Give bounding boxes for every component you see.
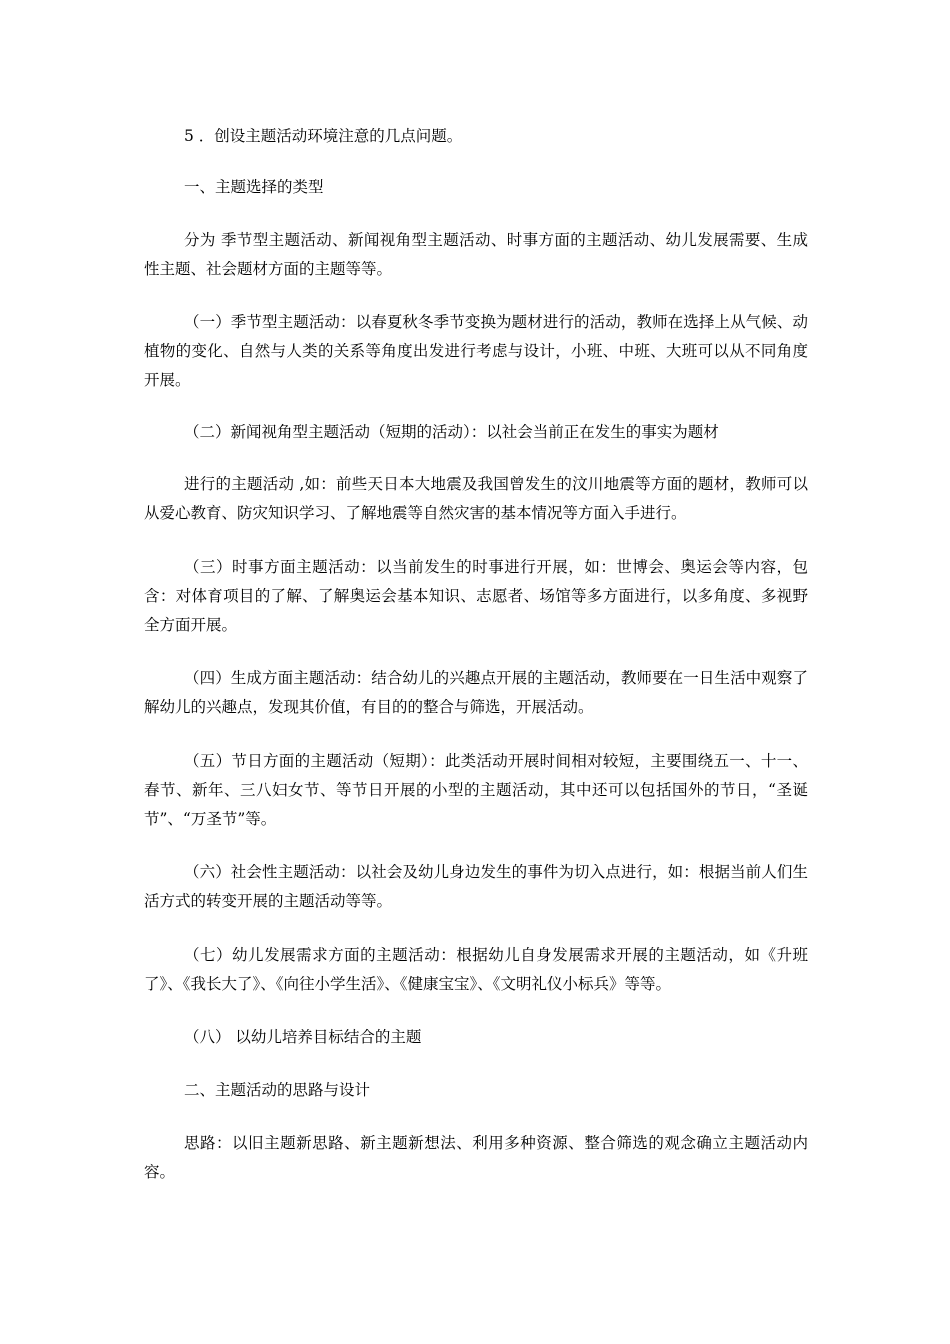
paragraph-news-detail: 进行的主题活动 ,如：前些天日本大地震及我国曾发生的汶川地震等方面的题材，教师可以从爱心教育、防灾知识学习、了解地震等自然灾害的基本情况等方面入手进行。 xyxy=(144,475,808,522)
paragraph-training-goals: （八） 以幼儿培养目标结合的主题 xyxy=(184,1028,422,1046)
heading-design: 二、主题活动的思路与设计 xyxy=(184,1081,371,1099)
paragraph-seasonal: （一）季节型主题活动：以春夏秋冬季节变换为题材进行的活动，教师在选择上从气候、动植物的变化、自然与人类的关系等角度出发进行考虑与设计，小班、中班、大班可以从不同角度开展。 xyxy=(144,313,808,389)
heading-topic-types: 一、主题选择的类型 xyxy=(184,178,324,196)
paragraph-approach: 思路：以旧主题新思路、新主题新想法、利用多种资源、整合筛选的观念确立主题活动内容。 xyxy=(144,1134,808,1181)
paragraph-news-intro: （二）新闻视角型主题活动（短期的活动）：以社会当前正在发生的事实为题材 xyxy=(184,423,719,441)
paragraph-social: （六）社会性主题活动：以社会及幼儿身边发生的事件为切入点进行，如：根据当前人们生活方式的转变开展的主题活动等等。 xyxy=(144,863,808,910)
paragraph-categories: 分为 季节型主题活动、新闻视角型主题活动、时事方面的主题活动、幼儿发展需要、生成性主题、社会题材方面的主题等等。 xyxy=(144,231,808,278)
paragraph-current-affairs: （三）时事方面主题活动：以当前发生的时事进行开展，如：世博会、奥运会等内容，包含：对体育项目的了解、了解奥运会基本知识、志愿者、场馆等多方面进行，以多角度、多视野全方面开展。 xyxy=(144,558,808,634)
section-5-title: 5 ．创设主题活动环境注意的几点问题。 xyxy=(184,127,463,145)
paragraph-development-needs: （七）幼儿发展需求方面的主题活动：根据幼儿自身发展需求开展的主题活动，如《升班了》、《我长大了》、《向往小学生活》、《健康宝宝》、《文明礼仪小标兵》等等。 xyxy=(144,946,808,993)
paragraph-generative: （四）生成方面主题活动：结合幼儿的兴趣点开展的主题活动，教师要在一日生活中观察了解幼儿的兴趣点，发现其价值，有目的的整合与筛选，开展活动。 xyxy=(144,669,808,716)
paragraph-festival: （五）节日方面的主题活动（短期）：此类活动开展时间相对较短，主要围绕五一、十一、春节、新年、三八妇女节、等节日开展的小型的主题活动，其中还可以包括国外的节日，“圣诞节”、“万圣节”等。 xyxy=(144,752,808,828)
